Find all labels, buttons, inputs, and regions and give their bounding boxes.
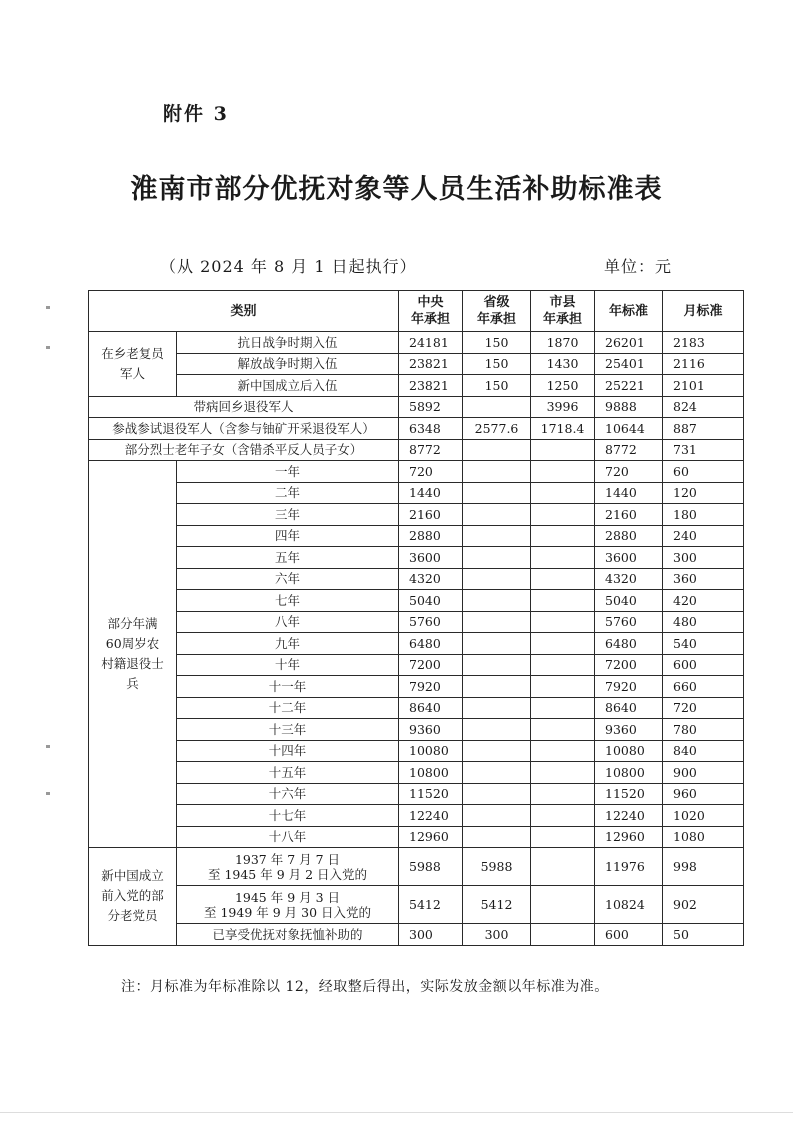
central-cell: 5040	[399, 590, 463, 612]
service-years-label: 十三年	[177, 719, 399, 741]
city-cell: 1870	[531, 332, 595, 354]
city-cell: 1718.4	[531, 418, 595, 440]
city-cell: 3996	[531, 396, 595, 418]
city-cell	[531, 547, 595, 569]
page-bottom-edge	[0, 1112, 793, 1113]
table-row	[89, 633, 744, 655]
table-row	[89, 568, 744, 590]
city-cell	[531, 461, 595, 483]
service-years-label: 一年	[177, 461, 399, 483]
central-cell: 1440	[399, 482, 463, 504]
category-label: 部分烈士老年子女（含错杀平反人员子女）	[89, 439, 399, 461]
header-central-line1: 中央	[417, 295, 444, 310]
category-label: 带病回乡退役军人	[89, 396, 399, 418]
table-row	[89, 676, 744, 698]
province-cell	[463, 719, 531, 741]
monthly-cell: 998	[663, 848, 744, 886]
table-header-row	[89, 291, 744, 332]
header-monthly: 月标准	[663, 291, 744, 332]
annual-cell: 5760	[595, 611, 663, 633]
annual-cell: 7920	[595, 676, 663, 698]
monthly-cell: 60	[663, 461, 744, 483]
province-cell	[463, 611, 531, 633]
central-cell: 300	[399, 924, 463, 946]
central-cell: 720	[399, 461, 463, 483]
table-row	[89, 783, 744, 805]
table-row	[89, 805, 744, 827]
province-cell: 150	[463, 332, 531, 354]
central-cell: 5892	[399, 396, 463, 418]
city-cell	[531, 654, 595, 676]
province-cell	[463, 439, 531, 461]
monthly-cell: 887	[663, 418, 744, 440]
central-cell: 24181	[399, 332, 463, 354]
central-cell: 8640	[399, 697, 463, 719]
table-row	[89, 547, 744, 569]
province-cell	[463, 805, 531, 827]
province-cell	[463, 654, 531, 676]
service-years-label: 十六年	[177, 783, 399, 805]
province-cell	[463, 482, 531, 504]
central-cell: 2160	[399, 504, 463, 526]
annual-cell: 26201	[595, 332, 663, 354]
group-label-text: 部分年满60周岁农村籍退役士兵	[101, 616, 164, 691]
province-cell: 5988	[463, 848, 531, 886]
city-cell	[531, 590, 595, 612]
central-cell: 10800	[399, 762, 463, 784]
city-cell	[531, 826, 595, 848]
header-province	[463, 291, 531, 332]
monthly-cell: 840	[663, 740, 744, 762]
scan-mark	[46, 792, 50, 795]
annual-cell: 6480	[595, 633, 663, 655]
province-cell: 5412	[463, 886, 531, 924]
header-province-line2: 年承担	[477, 312, 517, 327]
header-city-line2: 年承担	[543, 312, 583, 327]
category-label	[177, 886, 399, 924]
central-cell: 5988	[399, 848, 463, 886]
service-years-label: 四年	[177, 525, 399, 547]
central-cell: 4320	[399, 568, 463, 590]
monthly-cell: 960	[663, 783, 744, 805]
table-row	[89, 848, 744, 886]
service-years-label: 九年	[177, 633, 399, 655]
monthly-cell: 180	[663, 504, 744, 526]
service-years-label: 十二年	[177, 697, 399, 719]
province-cell	[463, 826, 531, 848]
table-row	[89, 396, 744, 418]
category-label: 新中国成立后入伍	[177, 375, 399, 397]
city-cell	[531, 568, 595, 590]
table-body	[89, 332, 744, 946]
table-row	[89, 461, 744, 483]
service-years-label: 十八年	[177, 826, 399, 848]
annual-cell: 2880	[595, 525, 663, 547]
annual-cell: 2160	[595, 504, 663, 526]
annual-cell: 25221	[595, 375, 663, 397]
table-row	[89, 697, 744, 719]
annual-cell: 5040	[595, 590, 663, 612]
document-title: 淮南市部分优抚对象等人员生活补助标准表	[130, 174, 663, 205]
province-cell	[463, 676, 531, 698]
monthly-cell: 902	[663, 886, 744, 924]
service-years-label: 十七年	[177, 805, 399, 827]
city-cell	[531, 924, 595, 946]
monthly-cell: 300	[663, 547, 744, 569]
city-cell	[531, 504, 595, 526]
annual-cell: 12960	[595, 826, 663, 848]
scan-mark	[46, 306, 50, 309]
annual-cell: 8640	[595, 697, 663, 719]
province-cell	[463, 783, 531, 805]
monthly-cell: 780	[663, 719, 744, 741]
service-years-label: 十五年	[177, 762, 399, 784]
service-years-label: 六年	[177, 568, 399, 590]
monthly-cell: 660	[663, 676, 744, 698]
city-cell	[531, 740, 595, 762]
city-cell	[531, 633, 595, 655]
footnote: 注：月标准为年标准除以 12，经取整后得出，实际发放金额以年标准为准。	[121, 979, 609, 995]
monthly-cell: 1080	[663, 826, 744, 848]
city-cell	[531, 783, 595, 805]
table-row	[89, 504, 744, 526]
annual-cell: 12240	[595, 805, 663, 827]
header-city-line1: 市县	[549, 295, 576, 310]
central-cell: 7200	[399, 654, 463, 676]
province-cell	[463, 633, 531, 655]
annual-cell: 25401	[595, 353, 663, 375]
province-cell	[463, 525, 531, 547]
service-years-label: 八年	[177, 611, 399, 633]
monthly-cell: 731	[663, 439, 744, 461]
service-years-label: 二年	[177, 482, 399, 504]
province-cell: 150	[463, 353, 531, 375]
city-cell: 1250	[531, 375, 595, 397]
annual-cell: 7200	[595, 654, 663, 676]
city-cell	[531, 719, 595, 741]
header-central-line2: 年承担	[411, 312, 451, 327]
central-cell: 12240	[399, 805, 463, 827]
province-cell: 300	[463, 924, 531, 946]
category-label: 已享受优抚对象抚恤补助的	[177, 924, 399, 946]
date-range-start: 1945 年 9 月 3 日	[234, 889, 341, 905]
monthly-cell: 1020	[663, 805, 744, 827]
table-row	[89, 418, 744, 440]
table-row	[89, 740, 744, 762]
group-label-party-members: 新中国成立前入党的部分老党员	[89, 848, 177, 946]
annual-cell: 10824	[595, 886, 663, 924]
monthly-cell: 600	[663, 654, 744, 676]
header-central	[399, 291, 463, 332]
annual-cell: 8772	[595, 439, 663, 461]
central-cell: 5412	[399, 886, 463, 924]
city-cell: 1430	[531, 353, 595, 375]
province-cell: 150	[463, 375, 531, 397]
province-cell: 2577.6	[463, 418, 531, 440]
group-label-veterans: 在乡老复员军人	[89, 332, 177, 397]
table-row	[89, 762, 744, 784]
attachment-label: 附件 3	[163, 103, 229, 125]
monthly-cell: 480	[663, 611, 744, 633]
monthly-cell: 824	[663, 396, 744, 418]
annual-cell: 720	[595, 461, 663, 483]
table-row	[89, 654, 744, 676]
table-row	[89, 719, 744, 741]
annual-cell: 10644	[595, 418, 663, 440]
header-city	[531, 291, 595, 332]
table-row	[89, 886, 744, 924]
service-years-label: 十四年	[177, 740, 399, 762]
table-row	[89, 590, 744, 612]
central-cell: 5760	[399, 611, 463, 633]
service-years-label: 十年	[177, 654, 399, 676]
central-cell: 10080	[399, 740, 463, 762]
annual-cell: 10800	[595, 762, 663, 784]
province-cell	[463, 396, 531, 418]
table-row	[89, 482, 744, 504]
province-cell	[463, 461, 531, 483]
city-cell	[531, 525, 595, 547]
city-cell	[531, 762, 595, 784]
province-cell	[463, 697, 531, 719]
annual-cell: 9888	[595, 396, 663, 418]
monthly-cell: 420	[663, 590, 744, 612]
province-cell	[463, 504, 531, 526]
scan-mark	[46, 346, 50, 349]
central-cell: 2880	[399, 525, 463, 547]
city-cell	[531, 482, 595, 504]
monthly-cell: 900	[663, 762, 744, 784]
monthly-cell: 120	[663, 482, 744, 504]
central-cell: 3600	[399, 547, 463, 569]
annual-cell: 11520	[595, 783, 663, 805]
city-cell	[531, 697, 595, 719]
central-cell: 6480	[399, 633, 463, 655]
annual-cell: 3600	[595, 547, 663, 569]
city-cell	[531, 676, 595, 698]
effective-date: （从 2024 年 8 月 1 日起执行）	[160, 257, 417, 276]
annual-cell: 10080	[595, 740, 663, 762]
table-row	[89, 525, 744, 547]
header-annual: 年标准	[595, 291, 663, 332]
city-cell	[531, 439, 595, 461]
table-row	[89, 353, 744, 375]
central-cell: 23821	[399, 375, 463, 397]
scan-mark	[46, 745, 50, 748]
table-row	[89, 375, 744, 397]
service-years-label: 三年	[177, 504, 399, 526]
monthly-cell: 2183	[663, 332, 744, 354]
province-cell	[463, 547, 531, 569]
city-cell	[531, 848, 595, 886]
header-province-line1: 省级	[483, 295, 510, 310]
category-label: 参战参试退役军人（含参与铀矿开采退役军人）	[89, 418, 399, 440]
category-label: 抗日战争时期入伍	[177, 332, 399, 354]
header-category: 类别	[89, 291, 399, 332]
table-row	[89, 924, 744, 946]
service-years-label: 七年	[177, 590, 399, 612]
monthly-cell: 50	[663, 924, 744, 946]
central-cell: 11520	[399, 783, 463, 805]
city-cell	[531, 611, 595, 633]
province-cell	[463, 568, 531, 590]
annual-cell: 9360	[595, 719, 663, 741]
monthly-cell: 2101	[663, 375, 744, 397]
central-cell: 7920	[399, 676, 463, 698]
monthly-cell: 360	[663, 568, 744, 590]
category-label	[177, 848, 399, 886]
unit-label: 单位：元	[604, 257, 673, 276]
table-row	[89, 826, 744, 848]
monthly-cell: 540	[663, 633, 744, 655]
city-cell	[531, 886, 595, 924]
province-cell	[463, 740, 531, 762]
service-years-label: 十一年	[177, 676, 399, 698]
province-cell	[463, 590, 531, 612]
annual-cell: 600	[595, 924, 663, 946]
annual-cell: 11976	[595, 848, 663, 886]
annual-cell: 1440	[595, 482, 663, 504]
table-row	[89, 611, 744, 633]
annual-cell: 4320	[595, 568, 663, 590]
monthly-cell: 240	[663, 525, 744, 547]
table-row	[89, 439, 744, 461]
central-cell: 9360	[399, 719, 463, 741]
monthly-cell: 720	[663, 697, 744, 719]
central-cell: 6348	[399, 418, 463, 440]
central-cell: 23821	[399, 353, 463, 375]
category-label: 解放战争时期入伍	[177, 353, 399, 375]
central-cell: 12960	[399, 826, 463, 848]
group-label-rural-veterans	[89, 461, 177, 848]
service-years-label: 五年	[177, 547, 399, 569]
subsidy-standard-table	[88, 290, 744, 946]
date-range-end: 至 1949 年 9 月 30 日入党的	[204, 904, 372, 920]
table-row	[89, 332, 744, 354]
central-cell: 8772	[399, 439, 463, 461]
province-cell	[463, 762, 531, 784]
date-range-start: 1937 年 7 月 7 日	[234, 851, 341, 867]
monthly-cell: 2116	[663, 353, 744, 375]
date-range-end: 至 1945 年 9 月 2 日入党的	[207, 866, 368, 882]
city-cell	[531, 805, 595, 827]
